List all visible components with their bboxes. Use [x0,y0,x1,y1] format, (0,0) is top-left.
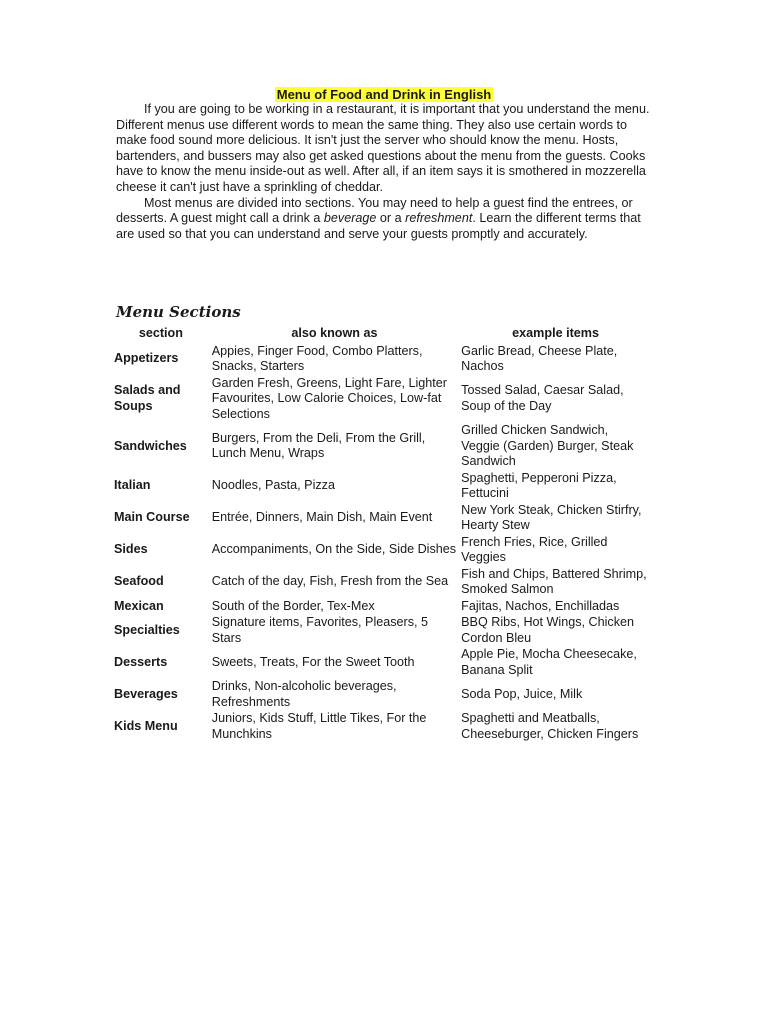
table-row [112,503,652,535]
document-title: Menu of Food and Drink in English [276,87,492,102]
table-row [112,599,652,616]
section-cell: Mexican [114,598,164,613]
examples-cell: Soda Pop, Juice, Milk [461,686,583,701]
section-cell: Specialties [114,622,180,637]
intro-p2-part-c: . Learn the different terms that are used so that you can understand and serve your guests promptly and accurately. [116,211,641,241]
menu-sections-table [112,325,652,743]
table-row [112,423,652,471]
examples-cell: French Fries, Rice, Grilled Veggies [461,534,608,564]
section-heading: Menu Sections [116,303,241,321]
aka-cell: Catch of the day, Fish, Fresh from the Sea [211,574,449,589]
intro-p2-part-b: or a [376,211,406,226]
aka-cell: Accompaniments, On the Side, Side Dishes [211,542,457,557]
intro-text [116,102,650,242]
table-row [112,711,652,743]
examples-cell: Fish and Chips, Battered Shrimp, Smoked Salmon [461,566,647,596]
table-header-row [112,325,652,344]
section-cell: Kids Menu [114,718,178,733]
aka-cell: Sweets, Treats, For the Sweet Tooth [211,654,415,669]
section-cell: Beverages [114,686,178,701]
examples-cell: Grilled Chicken Sandwich, Veggie (Garden) Burger, Steak Sandwich [461,423,634,468]
section-cell: Italian [114,478,151,493]
intro-paragraph-2 [116,196,650,243]
intro-p2-part-a: Most menus are divided into sections. You may need to help a guest find the entrees, or desserts. A guest might call a drink a [116,195,633,226]
table-row [112,615,652,647]
aka-cell: South of the Border, Tex-Mex [211,598,375,613]
section-cell: Main Course [114,510,190,525]
intro-paragraph-1: If you are going to be working in a restaurant, it is important that you understand the menu. Different menus use different words to mean the same thing. They also use certain words to make food sound more delicious. It isn't just the server who should know the menu. Hosts, bartenders, and bussers may also get asked questions about the menu from the guests. Cooks have to know the menu inside-out as well. After all, if an item says it is smothered in mozzerella cheese it can't just have a sprinkling of cheddar. [116,102,650,194]
section-cell: Salads and Soups [114,383,181,413]
table-row [112,535,652,567]
table-row [112,647,652,679]
aka-cell: Signature items, Favorites, Pleasers, 5 Stars [211,615,429,645]
aka-cell: Noodles, Pasta, Pizza [211,478,335,493]
aka-cell: Burgers, From the Deli, From the Grill, Lunch Menu, Wraps [211,430,426,461]
column-header-example-items: example items [512,326,599,340]
table-row [112,679,652,711]
section-cell: Sandwiches [114,438,187,453]
aka-cell: Appies, Finger Food, Combo Platters, Snacks, Starters [211,343,423,373]
table-row [112,376,652,424]
intro-p2-emphasis-refreshment: refreshment [405,211,473,226]
intro-p2-emphasis-beverage: beverage [323,211,377,226]
aka-cell: Drinks, Non-alcoholic beverages, Refreshments [211,679,397,709]
examples-cell: Spaghetti, Pepperoni Pizza, Fettucini [461,470,617,500]
examples-cell: BBQ Ribs, Hot Wings, Chicken Cordon Bleu [461,615,635,645]
table-row [112,567,652,599]
column-header-also-known-as: also known as [291,326,378,340]
examples-cell: Spaghetti and Meatballs, Cheeseburger, Chicken Fingers [461,711,639,741]
examples-cell: Garlic Bread, Cheese Plate, Nachos [461,343,618,373]
section-cell: Appetizers [114,351,179,366]
examples-cell: Apple Pie, Mocha Cheesecake, Banana Split [461,647,637,677]
examples-cell: New York Steak, Chicken Stirfry, Hearty Stew [461,502,642,532]
section-cell: Seafood [114,574,164,589]
section-cell: Sides [114,542,148,557]
table-row [112,344,652,376]
column-header-section: section [138,326,183,340]
examples-cell: Tossed Salad, Caesar Salad, Soup of the Day [461,383,624,413]
aka-cell: Entrée, Dinners, Main Dish, Main Event [211,510,433,525]
aka-cell: Juniors, Kids Stuff, Little Tikes, For the Munchkins [211,711,427,741]
section-cell: Desserts [114,654,168,669]
aka-cell: Garden Fresh, Greens, Light Fare, Lighter Favourites, Low Calorie Choices, Low-fat Selections [211,375,447,421]
examples-cell: Fajitas, Nachos, Enchilladas [461,598,620,613]
table-row [112,471,652,503]
